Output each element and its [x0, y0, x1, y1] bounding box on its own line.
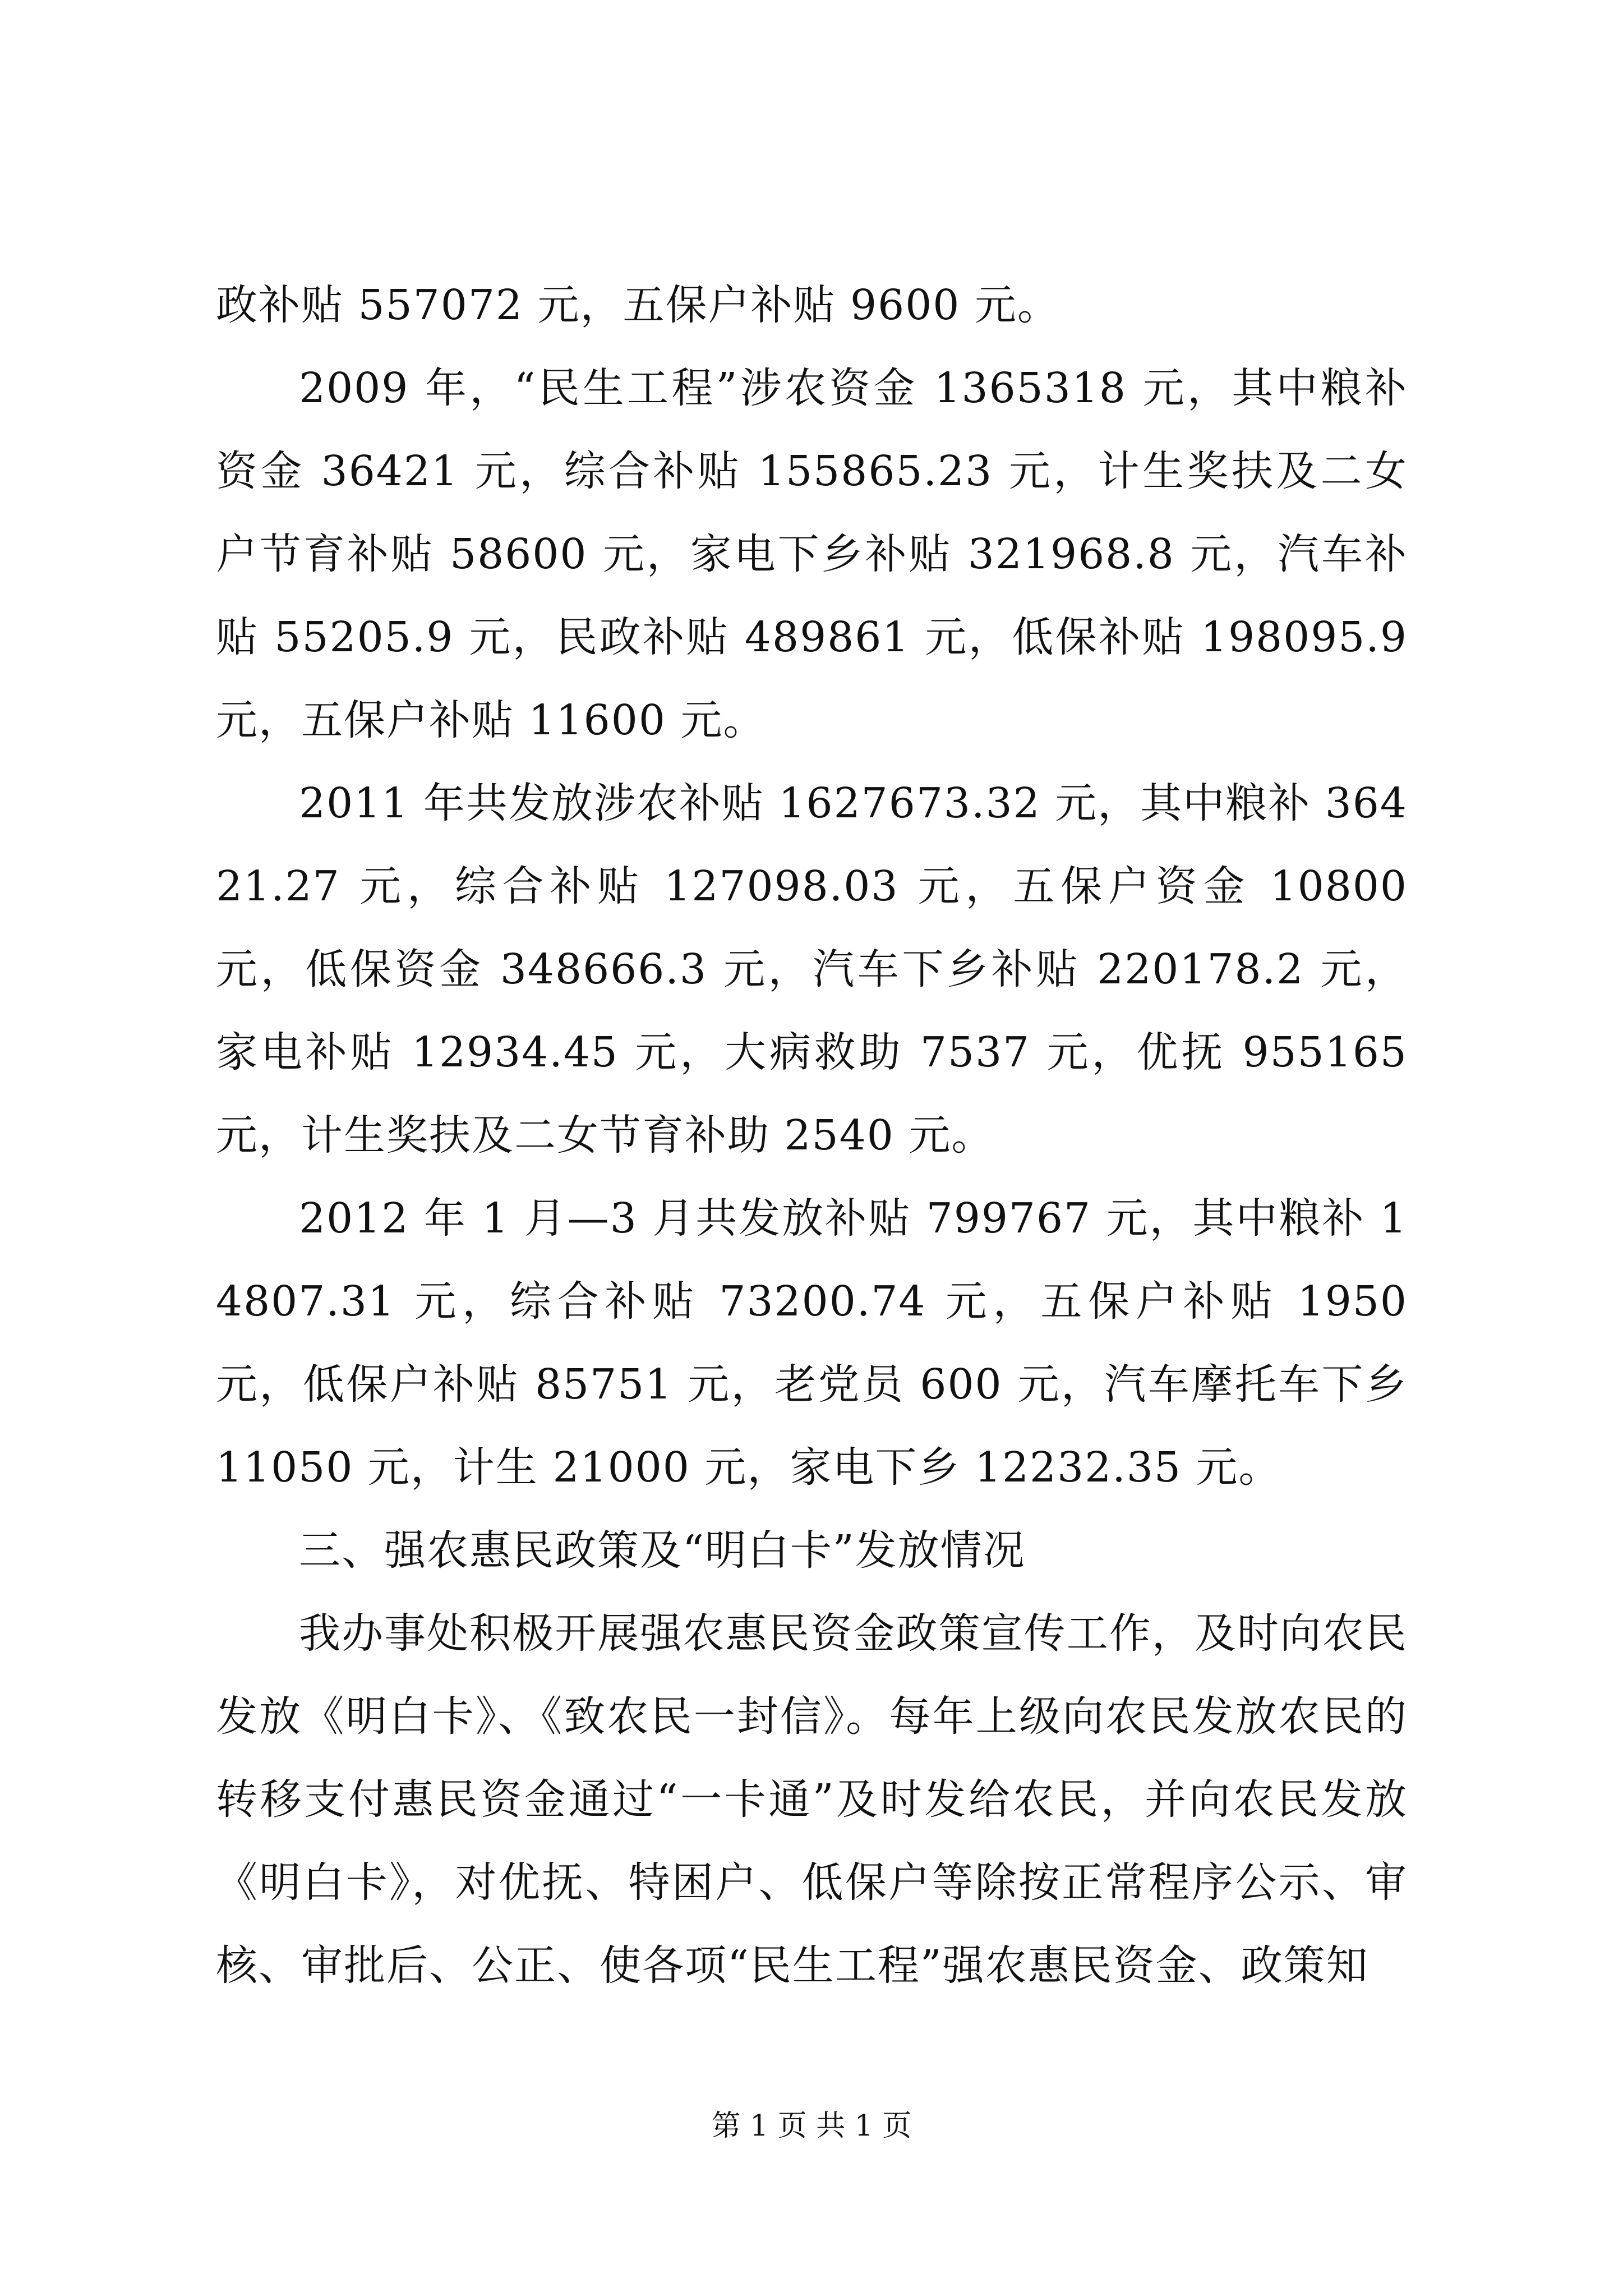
document-body — [216, 264, 1408, 2007]
paragraph-policy: 我办事处积极开展强农惠民资金政策宣传工作，及时向农民发放《明白卡》、《致农民一封信》。每年上级向农民发放农民的转移支付惠民资金通过“一卡通”及时发给农民，并向农民发放《明白卡》，对优抚、特困户、低保户等除按正常程序公示、审核、审批后、公正、使各项“民生工程”强农惠民资金、政策知 — [216, 1609, 1408, 1990]
paragraph-2011: 2011 年共发放涉农补贴 1627673.32 元，其中粮补 36421.27 元，综合补贴 127098.03 元，五保户资金 10800 元，低保资金 348666.3 元，汽车下乡补贴 220178.2 元，家电补贴 12934.45 元，大病救助 7537 元，优抚 955165 元，计生奖扶及二女节育补助 2540 元。 — [216, 779, 1408, 1159]
page-footer: 第 1 页 共 1 页 — [711, 2109, 912, 2143]
paragraph-2012: 2012 年 1 月—3 月共发放补贴 799767 元，其中粮补 14807.31 元，综合补贴 73200.74 元，五保户补贴 1950 元，低保户补贴 85751 元，老党员 600 元，汽车摩托车下乡 11050 元，计生 21000 元，家电下乡 12232.35 元。 — [216, 1194, 1408, 1492]
section-heading-3: 三、强农惠民政策及“明白卡”发放情况 — [299, 1526, 1026, 1575]
paragraph-2009: 2009 年，“民生工程”涉农资金 1365318 元，其中粮补资金 36421 元，综合补贴 155865.23 元，计生奖扶及二女户节育补贴 58600 元，家电下乡补贴 321968.8 元，汽车补贴 55205.9 元，民政补贴 489861 元，低保补贴 198095.9 元，五保户补贴 11600 元。 — [216, 364, 1408, 744]
paragraph-1: 政补贴 557072 元，五保户补贴 9600 元。 — [216, 281, 1060, 329]
